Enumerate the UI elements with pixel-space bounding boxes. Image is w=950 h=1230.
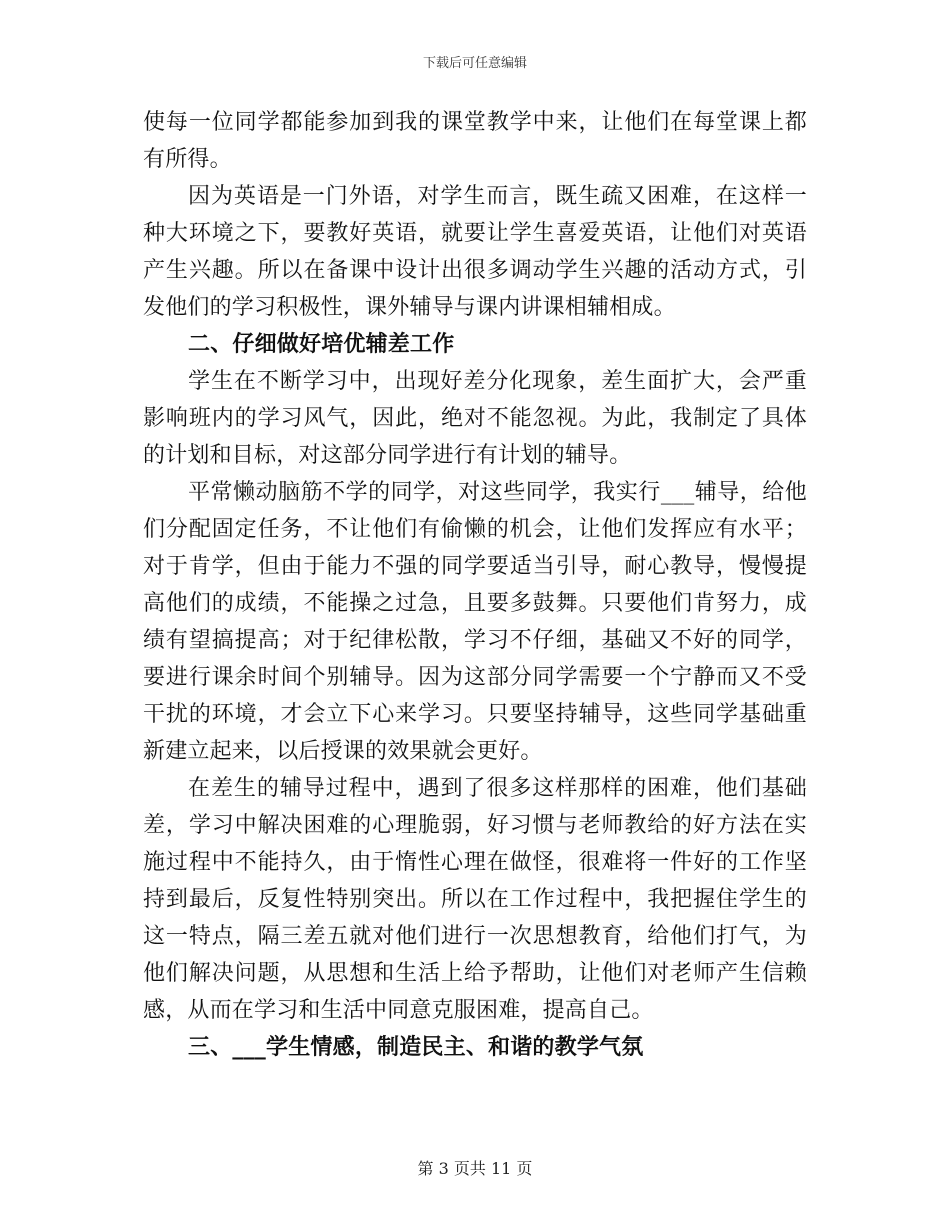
paragraph: 因为英语是一门外语，对学生而言，既生疏又困难，在这样一种大环境之下，要教好英语，就要让学生喜爱英语，让他们对英语产生兴趣。所以在备课中设计出很多调动学生兴趣的活动方式，引发他们的学习积极性，课外辅导与课内讲课相辅相成。 xyxy=(143,184,807,320)
page-header: 下载后可任意编辑 xyxy=(422,56,527,71)
paragraph-text: 平常懒动脑筋不学的同学，对这些同学，我实行 xyxy=(188,480,661,505)
paragraph-text: 辅导，给他们分配固定任务，不让他们有偷懒的机会，让他们发挥应有水平；对于肯学，但由于能力不强的同学要适当引导，耐心教导，慢慢提高他们的成绩，不能操之过急，且要多鼓舞。只要他们肯努力，成绩有望搞提高；对于纪律松散，学习不仔细，基础又不好的同学，要进行课余时间个别辅导。因为这部分同学需要一个宁静而又不受干扰的环境，才会立下心来学习。只要坚持辅导，这些同学基础重新建立起来，以后授课的效果就会更好。 xyxy=(143,480,807,764)
paragraph xyxy=(143,474,807,770)
heading-text: 三、 xyxy=(188,1035,233,1060)
document-body xyxy=(143,104,807,1066)
paragraph: 在差生的辅导过程中，遇到了很多这样那样的困难，他们基础差，学习中解决困难的心理脆弱，好习惯与老师教给的好方法在实施过程中不能持久，由于惰性心理在做怪，很难将一件好的工作坚持到最后，反复性特别突出。所以在工作过程中，我把握住学生的这一特点，隔三差五就对他们进行一次思想教育，给他们打气，为他们解决问题，从思想和生活上给予帮助，让他们对老师产生信赖感，从而在学习和生活中同意克服困难，提高自己。 xyxy=(143,776,807,1023)
section-heading xyxy=(143,1029,807,1066)
page-footer: 第 3 页共 11 页 xyxy=(417,1159,533,1178)
section-heading: 二、仔细做好培优辅差工作 xyxy=(188,332,455,357)
heading-text: 学生情感，制造民主、和谐的教学气氛 xyxy=(266,1035,644,1060)
fill-in-blank: ___ xyxy=(232,1035,267,1060)
fill-in-blank: ___ xyxy=(660,480,695,505)
paragraph: 学生在不断学习中，出现好差分化现象，差生面扩大，会严重影响班内的学习风气，因此，绝对不能忽视。为此，我制定了具体的计划和目标，对这部分同学进行有计划的辅导。 xyxy=(143,369,807,468)
paragraph: 使每一位同学都能参加到我的课堂教学中来，让他们在每堂课上都有所得。 xyxy=(143,110,807,172)
